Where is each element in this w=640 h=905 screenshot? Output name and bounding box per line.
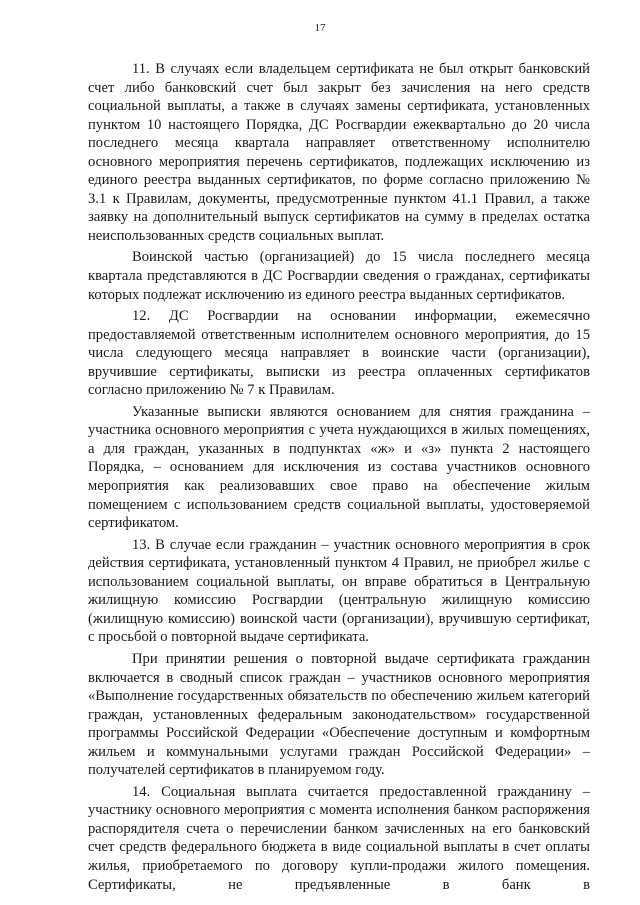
paragraph-extracts-basis: Указанные выписки являются основанием для снятия гражданина – участника основного мероприятия с учета нуждающихся в жилых помещениях, а для граждан, указанных в подпунктах «ж» и «з» пункта 2 настоящего Порядка, – основанием для исключения из состава участников основного мероприятия как реализовавших свое право на обеспечение жилым помещением с использованием средств социальной выплаты, удостоверяемой сертификатом. <box>88 403 590 532</box>
paragraph-item-11: 11. В случаях если владельцем сертификата не был открыт банковский счет либо банковский счет был закрыт без зачисления на него средств социальной выплаты, а также в случаях замены сертификата, установленных пунктом 10 настоящего Порядка, ДС Росгвардии ежеквартально до 20 числа последнего месяца квартала направляет ответственному исполнителю основного мероприятия перечень сертификатов, подлежащих исключению из единого реестра выданных сертификатов, по форме согласно приложению № 3.1 к Правилам, документы, предусмотренные пунктом 41.1 Правил, а также заявку на дополнительный выпуск сертификатов на сумму в пределах остатка неиспользованных средств социальных выплат. <box>88 61 590 244</box>
page-number: 17 <box>314 22 326 34</box>
paragraph-military-units-deadline: Воинской частью (организацией) до 15 числа последнего месяца квартала представляются в ДС Росгвардии сведения о гражданах, сертификаты которых подлежат исключению из единого реестра выданных сертификатов. <box>88 249 590 303</box>
paragraph-item-12: 12. ДС Росгвардии на основании информации, ежемесячно предоставляемой ответственным исполнителем основного мероприятия, до 15 числа следующего месяца направляет в воинские части (организации), вручившие сертификаты, выписки из реестра оплаченных сертификатов согласно приложению № 7 к Правилам. <box>88 308 590 399</box>
paragraph-item-14: 14. Социальная выплата считается предоставленной гражданину – участнику основного мероприятия с момента исполнения банком распоряжения распорядителя счета о перечислении банком зачисленных на его банковский счет средств федерального бюджета в виде социальной выплаты в счет оплаты жилья, приобретаемого по договору купли-продажи жилого помещения. Сертификаты, не предъявленные в банк в <box>88 783 590 893</box>
paragraph-item-13: 13. В случае если гражданин – участник основного мероприятия в срок действия сертификата, установленный пунктом 4 Правил, не приобрел жилье с использованием социальной выплаты, он вправе обратиться в Центральную жилищную комиссию Росгвардии (центральную жилищную комиссию (жилищную комиссию) воинской части (организации), вручившую сертификат, с просьбой о повторной выдаче сертификата. <box>88 536 590 646</box>
paragraph-repeat-issuance: При принятии решения о повторной выдаче сертификата гражданин включается в сводный список граждан – участников основного мероприятия «Выполнение государственных обязательств по обеспечению жильем категорий граждан, установленных федеральным законодательством» государственной программы Российской Федерации «Обеспечение доступным и комфортным жильем и коммунальными услугами граждан Российской Федерации» – получателей сертификатов в планируемом году. <box>88 650 590 779</box>
document-body <box>88 60 590 897</box>
